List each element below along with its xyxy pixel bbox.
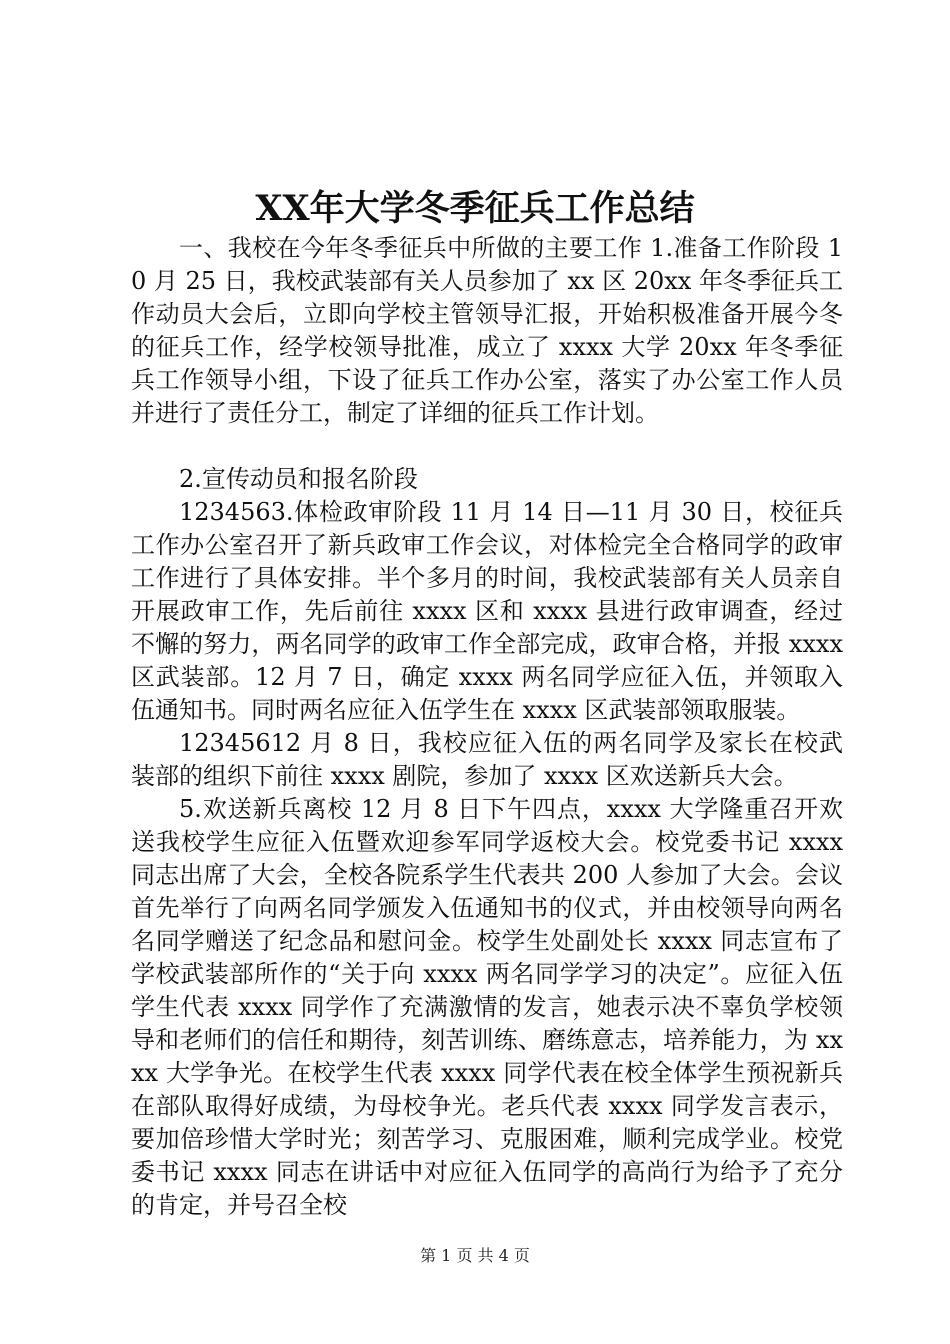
- page-number-footer: 第 1 页 共 4 页: [420, 1246, 530, 1265]
- paragraph-political-review: 1234563.体检政审阶段 11 月 14 日—11 月 30 日，校征兵工作办公室召开了新兵政审工作会议，对体检完全合格同学的政审工作进行了具体安排。半个多月的时间，我校武装部有关人员亲自开展政审工作，先后前往 xxxx 区和 xxxx 县进行政审调查，经过不懈的努力，两名同学的政审工作全部完成，政审合格，并报 xxxx 区武装部。12 月 7 日，确定 xxxx 两名同学应征入伍，并领取入伍通知书。同时两名应征入伍学生在 xxxx 区武装部领取服装。: [131, 498, 843, 724]
- document-title: XX年大学冬季征兵工作总结: [255, 188, 695, 229]
- paragraph-preparation: 一、我校在今年冬季征兵中所做的主要工作 1.准备工作阶段 10 月 25 日，我校武装部有关人员参加了 xx 区 20xx 年冬季征兵工作动员大会后，立即向学校主管领导汇报，开始积极准备开展今冬的征兵工作，经学校领导批准，成立了 xxxx 大学 20xx 年冬季征兵工作领导小组，下设了征兵工作办公室，落实了办公室工作人员并进行了责任分工，制定了详细的征兵工作计划。: [131, 234, 843, 427]
- document-body: [131, 232, 843, 1222]
- paragraph-farewell-district: 12345612 月 8 日，我校应征入伍的两名同学及家长在校武装部的组织下前往 xxxx 剧院，参加了 xxxx 区欢送新兵大会。: [131, 729, 843, 790]
- paragraph-publicity: 2.宣传动员和报名阶段: [179, 465, 418, 493]
- paragraph-farewell-school: 5.欢送新兵离校 12 月 8 日下午四点，xxxx 大学隆重召开欢送我校学生应征入伍暨欢迎参军同学返校大会。校党委书记 xxxx 同志出席了大会，全校各院系学生代表共 200 人参加了大会。会议首先举行了向两名同学颁发入伍通知书的仪式，并由校领导向两名名同学赠送了纪念品和慰问金。校学生处副处长 xxxx 同志宣布了学校武装部所作的“关于向 xxxx 两名同学学习的决定”。应征入伍学生代表 xxxx 同学作了充满激情的发言，她表示决不辜负学校领导和老师们的信任和期待，刻苦训练、磨练意志，培养能力，为 xxxx 大学争光。在校学生代表 xxxx 同学代表在校全体学生预祝新兵在部队取得好成绩，为母校争光。老兵代表 xxxx 同学发言表示，要加倍珍惜大学时光；刻苦学习、克服困难，顺利完成学业。校党委书记 xxxx 同志在讲话中对应征入伍同学的高尚行为给予了充分的肯定，并号召全校: [131, 795, 843, 1219]
